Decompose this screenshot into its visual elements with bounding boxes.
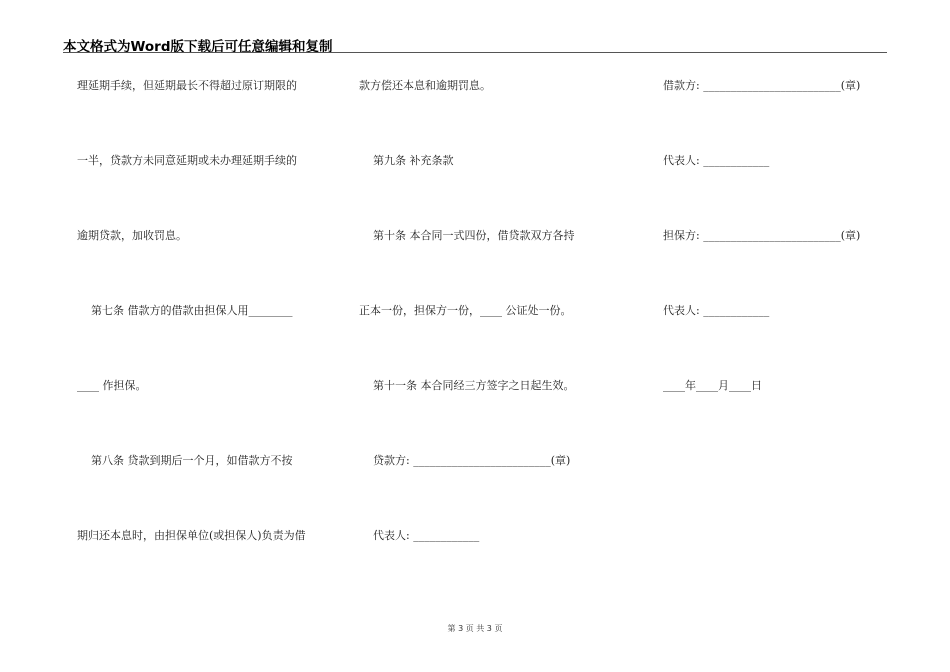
middle-line-1: 款方偿还本息和逾期罚息。 (359, 79, 491, 92)
left-line-6: 第八条 贷款到期后一个月，如借款方不按 (77, 454, 293, 467)
middle-line-4: 正本一份，担保方一份，____ 公证处一份。 (359, 304, 572, 317)
left-line-4: 第七条 借款方的借款由担保人用________ (77, 304, 293, 317)
borrower-representative-line: 代表人: ____________ (663, 154, 770, 167)
borrower-signature-line: 借款方: _________________________(章) (663, 79, 861, 92)
page-indicator: 第 3 页 共 3 页 (447, 624, 503, 633)
date-line: ____年____月____日 (663, 379, 762, 392)
left-line-5: ____ 作担保。 (77, 379, 147, 392)
lender-representative-line: 代表人: ____________ (359, 529, 480, 542)
guarantor-representative-line: 代表人: ____________ (663, 304, 770, 317)
guarantor-signature-line: 担保方: _________________________(章) (663, 229, 861, 242)
left-line-1: 理延期手续，但延期最长不得超过原订期限的 (77, 79, 297, 92)
middle-line-5: 第十一条 本合同经三方签字之日起生效。 (359, 379, 575, 392)
header-divider (63, 52, 887, 53)
left-line-3: 逾期贷款，加收罚息。 (77, 229, 187, 242)
middle-line-2: 第九条 补充条款 (359, 154, 454, 167)
middle-line-3: 第十条 本合同一式四份，借贷款双方各持 (359, 229, 575, 242)
lender-signature-line: 贷款方: _________________________(章) (359, 454, 571, 467)
left-line-7: 期归还本息时，由担保单位(或担保人)负责为借 (77, 529, 306, 542)
document-header-title: 本文格式为Word版下载后可任意编辑和复制 (63, 39, 333, 55)
left-line-2: 一半，贷款方未同意延期或未办理延期手续的 (77, 154, 297, 167)
